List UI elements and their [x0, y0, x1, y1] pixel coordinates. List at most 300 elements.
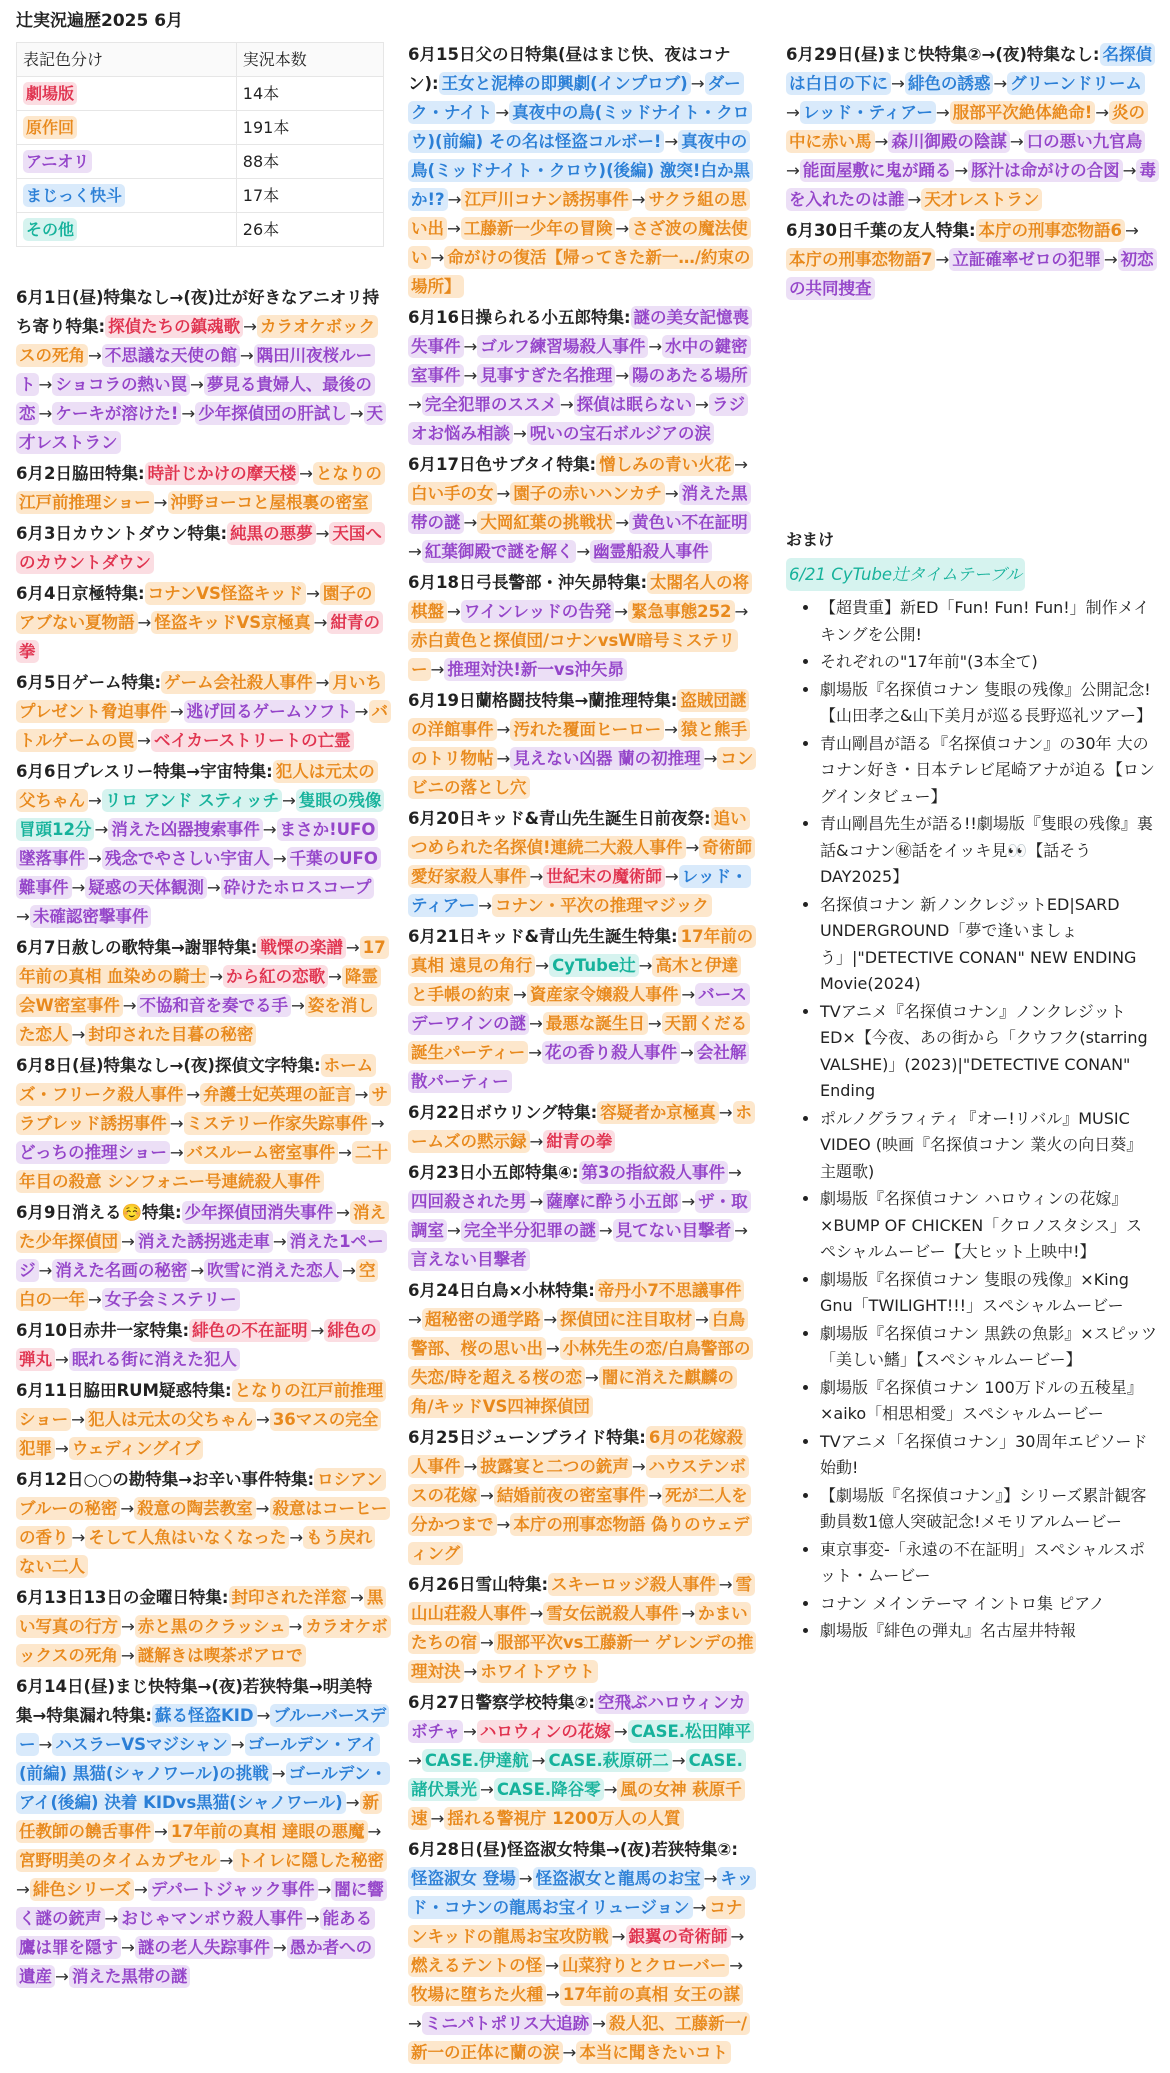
arrow-icon: →	[546, 1339, 560, 1358]
arrow-icon: →	[55, 1967, 69, 1986]
episode-title: 牧場に堕ちた火種	[408, 1983, 546, 2006]
episode-title: 炎の中に赤い馬	[786, 101, 1148, 153]
arrow-icon: →	[430, 1809, 445, 1828]
arrow-icon: →	[38, 404, 53, 423]
schedule-day	[16, 1316, 388, 1374]
arrow-icon: →	[954, 161, 969, 180]
arrow-icon: →	[94, 820, 109, 839]
arrow-icon: →	[695, 395, 709, 414]
episode-title: 夢見る貴婦人、最後の恋	[16, 373, 375, 425]
schedule-day	[16, 1051, 388, 1196]
arrow-icon: →	[1103, 250, 1118, 269]
schedule-list-left	[16, 283, 388, 1991]
episode-title: 白鳥警部、桜の思い出	[408, 1308, 748, 1360]
episode-title: 謎の美女記憶喪失事件	[408, 306, 752, 358]
schedule-day	[786, 216, 1158, 303]
arrow-icon: →	[55, 1439, 69, 1458]
day-heading: 6月21日キッド&青山先生誕生特集:	[408, 927, 678, 946]
arrow-icon: →	[350, 1588, 364, 1607]
episode-title: 蘇る怪盗KID	[152, 1704, 257, 1727]
episode-title: 真夜中の鳥(ミッドナイト・クロウ)(前編) その名は怪盗コルボー!	[408, 101, 752, 153]
episode-title: コナンVS怪盗キッド	[145, 582, 307, 605]
arrow-icon: →	[134, 1880, 148, 1899]
arrow-icon: →	[354, 702, 369, 721]
episode-title: 立証確率ゼロの犯罪	[949, 248, 1104, 271]
episode-title: 沖野ヨーコと屋根裏の密室	[168, 491, 372, 514]
episode-title: 17年前の真相 女王の謀	[560, 1983, 743, 2006]
episode-title: 空飛ぶハロウィンカボチャ	[408, 1691, 749, 1743]
schedule-day	[408, 1688, 754, 1833]
episode-title: 砕けたホロスコープ	[221, 876, 375, 899]
arrow-icon: →	[306, 584, 320, 603]
arrow-icon: →	[153, 493, 168, 512]
arrow-icon: →	[1122, 161, 1137, 180]
episode-title: コナンキッドの龍馬お宝攻防戦	[408, 1896, 745, 1948]
arrow-icon: →	[121, 1617, 135, 1636]
episode-title: 疑惑の天体観測	[85, 876, 207, 899]
arrow-icon: →	[169, 1114, 184, 1133]
episode-title: 探偵は眠らない	[574, 393, 696, 416]
arrow-icon: →	[615, 366, 630, 385]
arrow-icon: →	[71, 1025, 86, 1044]
episode-title: 怪盗キッドVS京極真	[151, 611, 313, 634]
day-heading: 6月28日(昼)怪盗淑女特集→(夜)若狭特集②:	[408, 1840, 738, 1859]
arrow-icon: →	[313, 613, 328, 632]
episode-title: カラオケボックスの死角	[16, 1615, 391, 1667]
episode-title: グリーンドリーム	[1007, 72, 1145, 95]
episode-title: 園子の赤いハンカチ	[510, 482, 665, 505]
episode-title: 時計じかけの摩天楼	[145, 462, 300, 485]
day-heading: 6月15日父の日特集(昼はまじ快、夜はコナン):	[408, 45, 731, 93]
arrow-icon: →	[631, 190, 646, 209]
arrow-icon: →	[718, 1575, 733, 1594]
arrow-icon: →	[190, 1261, 205, 1280]
arrow-icon: →	[137, 731, 151, 750]
day-heading: 6月19日蘭格闘技特集→蘭推理特集:	[408, 691, 678, 710]
arrow-icon: →	[585, 1368, 599, 1387]
day-heading: 6月1日(昼)特集なし→(夜)辻が好きなアニオリ持ち寄り特集:	[16, 288, 380, 336]
episode-title: 殺意の陶芸教室	[134, 1497, 256, 1520]
episode-title: 呪いの宝石ボルジアの涙	[527, 422, 714, 445]
day-heading: 6月25日ジューンブライド特集:	[408, 1428, 646, 1447]
episode-title: CASE.伊達航	[422, 1749, 532, 1772]
schedule-day	[408, 1570, 754, 1686]
arrow-icon: →	[370, 1114, 385, 1133]
episode-title: 謎の老人失踪事件	[135, 1936, 273, 1959]
episode-title: ロシアンブルーの秘密	[16, 1468, 386, 1520]
arrow-icon: →	[664, 132, 679, 151]
episode-title: 黒い写真の行方	[16, 1586, 386, 1638]
episode-title: ゲーム会社殺人事件	[161, 671, 316, 694]
arrow-icon: →	[408, 542, 422, 561]
episode-title: おじゃマンボウ殺人事件	[118, 1907, 306, 1930]
episode-title: 吹雪に消えた恋人	[204, 1259, 342, 1282]
episode-title: 消えた誘拐逃走車	[135, 1230, 273, 1253]
timetable-item: • 青山剛昌が語る『名探偵コナン』の30年 大のコナン好き・日本テレビ尾崎アナが迫る【ロングインタビュー】	[820, 731, 1158, 811]
timetable-item: • コナン メインテーマ イントロ集 ピアノ	[820, 1591, 1158, 1618]
episode-title: 6月の花嫁殺人事件	[408, 1426, 746, 1478]
arrow-icon: →	[786, 161, 800, 180]
arrow-icon: →	[447, 602, 461, 621]
timetable-item: • 名探偵コナン 新ノンクレジットED|SARD UNDERGROUND「夢で逢いましょう」|"DETECTIVE CONAN" NEW ENDING Movie(2024)	[820, 892, 1158, 998]
episode-title: 二十年目の殺意 シンフォニー号連続殺人事件	[16, 1141, 391, 1193]
legend-row	[17, 77, 384, 111]
arrow-icon: →	[288, 1617, 303, 1636]
arrow-icon: →	[169, 702, 184, 721]
schedule-day	[16, 1672, 388, 1991]
episode-title: ハロウィンの花嫁	[477, 1720, 614, 1743]
episode-title: バトルゲームの罠	[16, 700, 391, 752]
schedule-list-right	[786, 40, 1158, 303]
arrow-icon: →	[559, 395, 574, 414]
legend-row	[17, 179, 384, 213]
episode-title: 降霊会W密室事件	[16, 965, 381, 1017]
day-heading: 6月6日プレスリー特集→宇宙特集:	[16, 762, 273, 781]
arrow-icon: →	[121, 1232, 135, 1251]
episode-title: 新任教師の饒舌事件	[16, 1791, 382, 1843]
arrow-icon: →	[209, 967, 224, 986]
episode-title: ザ・取調室	[408, 1190, 751, 1242]
episode-title: 資産家令嬢殺人事件	[527, 983, 682, 1006]
arrow-icon: →	[137, 613, 152, 632]
schedule-day	[408, 1835, 754, 2067]
episode-title: 殺意はコーヒーの香り	[16, 1497, 390, 1549]
arrow-icon: →	[463, 1722, 477, 1741]
arrow-icon: →	[611, 1927, 626, 1946]
arrow-icon: →	[230, 1735, 245, 1754]
episode-title: 江戸川コナン誘拐事件	[461, 188, 631, 211]
episode-title: 17年前の真相 血染めの騎士	[16, 936, 389, 988]
episode-title: 天罰くだる誕生パーティー	[408, 1012, 750, 1064]
episode-title: 猿と熊手のトリ物帖	[408, 718, 750, 770]
episode-title: 闇に消えた麒麟の角/キッドVS四神探偵団	[408, 1366, 737, 1418]
schedule-day	[16, 1198, 388, 1314]
arrow-icon: →	[186, 1085, 201, 1104]
legend-header-row	[17, 43, 384, 77]
episode-title: かまいたちの宿	[408, 1602, 751, 1654]
arrow-icon: →	[598, 1221, 613, 1240]
episode-title: 本当に聞きたいコト	[576, 2041, 731, 2064]
episode-title: 女子会ミステリー	[102, 1288, 240, 1311]
day-heading: 6月14日(昼)まじ快特集→(夜)若狭特集→明美特集→特集漏れ特集:	[16, 1677, 373, 1725]
arrow-icon: →	[695, 1310, 709, 1329]
schedule-day	[16, 668, 388, 755]
arrow-icon: →	[545, 1956, 560, 1975]
arrow-icon: →	[310, 1321, 325, 1340]
arrow-icon: →	[38, 1261, 53, 1280]
episode-title: 本庁の刑事恋物語 偽りのウェディング	[408, 1513, 752, 1565]
episode-title: 汚れた覆面ヒーロー	[510, 718, 664, 741]
episode-title: バースデーワインの謎	[408, 983, 750, 1035]
episode-title: 月いちプレゼント脅迫事件	[16, 671, 385, 723]
episode-title: 殺人犯、工藤新一/新一の正体に蘭の涙	[408, 2012, 750, 2064]
arrow-icon: →	[681, 1604, 696, 1623]
arrow-icon: →	[495, 103, 510, 122]
arrow-icon: →	[255, 1499, 270, 1518]
arrow-icon: →	[529, 1604, 544, 1623]
arrow-icon: →	[576, 542, 591, 561]
day-heading: 6月13日13日の金曜日特集:	[16, 1588, 229, 1607]
day-heading: 6月2日脇田特集:	[16, 464, 145, 483]
day-heading: 6月12日○○の勘特集→お辛い事件特集:	[16, 1470, 315, 1489]
arrow-icon: →	[349, 404, 364, 423]
episode-title: 闇に響く謎の銃声	[16, 1878, 387, 1930]
episode-title: 陽のあたる場所	[629, 364, 751, 387]
legend-row	[17, 213, 384, 247]
middle-column	[408, 0, 754, 2069]
episode-title: 天才レストラン	[16, 402, 386, 454]
legend-label-movie: 劇場版	[23, 82, 77, 105]
episode-title: 結婚前夜の密室事件	[494, 1484, 649, 1507]
timetable-label: 6/21 CyTube辻タイムテーブル	[786, 558, 1025, 591]
schedule-list-middle	[408, 40, 754, 2067]
arrow-icon: →	[614, 602, 629, 621]
episode-title: 消えた少年探偵団	[16, 1201, 389, 1253]
episode-title: 紺青の拳	[16, 611, 383, 663]
schedule-day	[408, 1276, 754, 1421]
episode-title: 口の悪い九官鳥	[1024, 130, 1146, 153]
episode-title: 王女と泥棒の即興劇(インプロブ)	[439, 72, 691, 95]
episode-title: 謎解きは喫茶ポアロで	[135, 1644, 306, 1667]
arrow-icon: →	[685, 838, 700, 857]
day-heading: 6月11日脇田RUM疑惑特集:	[16, 1381, 232, 1400]
episode-title: まさか!UFO墜落事件	[16, 818, 378, 870]
episode-title: 白い手の女	[408, 482, 497, 505]
arrow-icon: →	[528, 1043, 543, 1062]
episode-title: 工藤新一少年の冒険	[461, 217, 616, 240]
episode-title: ブルーバースデー	[16, 1704, 389, 1756]
arrow-icon: →	[447, 219, 461, 238]
episode-title: トイレに隠した秘密	[233, 1849, 387, 1872]
arrow-icon: →	[71, 1410, 85, 1429]
day-heading: 6月18日弓長警部・沖矢昴特集:	[408, 573, 648, 592]
episode-title: ホームズ・フリーク殺人事件	[16, 1054, 376, 1106]
episode-title: 宮野明美のタイムカプセル	[16, 1849, 220, 1872]
timetable-list	[786, 595, 1158, 1645]
day-heading: 6月30日千葉の友人特集:	[786, 221, 976, 240]
episode-title: 純黒の悪夢	[227, 522, 316, 545]
episode-title: 服部平次絶体絶命!	[950, 101, 1096, 124]
schedule-day	[16, 757, 388, 931]
arrow-icon: →	[315, 524, 330, 543]
episode-title: 見てない目撃者	[613, 1219, 735, 1242]
episode-title: バスルーム密室事件	[184, 1141, 339, 1164]
arrow-icon: →	[463, 1662, 478, 1681]
legend-label-anime-original: アニオリ	[23, 150, 92, 173]
arrow-icon: →	[631, 1457, 646, 1476]
episode-title: 能面屋敷に鬼が踊る	[800, 159, 955, 182]
arrow-icon: →	[408, 1310, 422, 1329]
episode-title: 大岡紅葉の挑戦状	[477, 511, 615, 534]
timetable-item: • それぞれの"17年前"(3本全て)	[820, 649, 1158, 676]
episode-title: 緊急事態252	[628, 600, 734, 623]
episode-title: ベイカーストリートの亡霊	[151, 729, 354, 752]
episode-title: 紺青の拳	[543, 1130, 615, 1153]
arrow-icon: →	[496, 484, 511, 503]
omake-heading: おまけ	[786, 530, 835, 549]
arrow-icon: →	[529, 1192, 544, 1211]
episode-title: 能ある鷹は罪を隠す	[16, 1907, 375, 1959]
timetable-item: • 青山剛昌先生が語る!!劇場版『隻眼の残像』裏話&コナン㊙話をイッキ見👀【話そうDAY2025】	[820, 811, 1158, 891]
arrow-icon: →	[681, 985, 696, 1004]
arrow-icon: →	[729, 1956, 744, 1975]
schedule-day	[16, 1583, 388, 1670]
arrow-icon: →	[272, 849, 287, 868]
episode-title: どっちの推理ショー	[16, 1141, 170, 1164]
episode-title: ミニパトポリス大追跡	[422, 2012, 592, 2035]
episode-title: 不協和音を奏でる手	[137, 994, 292, 1017]
arrow-icon: →	[328, 967, 342, 986]
arrow-icon: →	[671, 1751, 686, 1770]
day-heading: 6月5日ゲーム特集:	[16, 673, 162, 692]
arrow-icon: →	[529, 867, 544, 886]
legend-count: 14本	[236, 77, 383, 111]
arrow-icon: →	[664, 484, 679, 503]
episode-title: 緋色の誘惑	[905, 72, 994, 95]
arrow-icon: →	[535, 956, 550, 975]
legend-count: 17本	[236, 179, 383, 213]
arrow-icon: →	[256, 1410, 270, 1429]
episode-title: ミステリー作家失踪事件	[184, 1112, 371, 1135]
arrow-icon: →	[354, 1085, 369, 1104]
arrow-icon: →	[38, 375, 53, 394]
arrow-icon: →	[463, 1457, 478, 1476]
arrow-icon: →	[367, 1822, 382, 1841]
arrow-icon: →	[615, 219, 630, 238]
episode-title: 怪盗淑女と龍馬のお宝	[533, 1867, 704, 1890]
arrow-icon: →	[190, 375, 204, 394]
arrow-icon: →	[447, 1221, 461, 1240]
arrow-icon: →	[336, 1203, 350, 1222]
episode-title: 少年探偵団の肝試し	[195, 402, 350, 425]
day-heading: 6月10日赤井一家特集:	[16, 1321, 190, 1340]
episode-title: ゴールデン・アイ(後編) 決着 KIDvs黒猫(シャノワール)	[16, 1762, 390, 1814]
arrow-icon: →	[692, 1898, 707, 1917]
arrow-icon: →	[122, 996, 137, 1015]
arrow-icon: →	[703, 1869, 718, 1888]
schedule-day	[16, 459, 388, 517]
arrow-icon: →	[647, 1014, 662, 1033]
episode-title: 赤白黄色と探偵団/コナンvsW暗号ミステリー	[408, 629, 738, 681]
timetable-item: • 劇場版『名探偵コナン 隻眼の残像』×King Gnu「TWILIGHT!!!」スペシャルムービー	[820, 1267, 1158, 1320]
arrow-icon: →	[543, 1310, 558, 1329]
episode-title: CASE.降谷零	[494, 1778, 604, 1801]
arrow-icon: →	[786, 103, 800, 122]
arrow-icon: →	[88, 346, 102, 365]
arrow-icon: →	[615, 513, 630, 532]
arrow-icon: →	[317, 1880, 332, 1899]
episode-title: 少年探偵団消失事件	[182, 1201, 337, 1224]
episode-title: ゴールデン・アイ(前編) 黒猫(シャノワール)の挑戦	[16, 1733, 380, 1785]
episode-title: コンビニの落とし穴	[408, 747, 756, 799]
day-heading: 6月20日キッド&青山先生誕生日前夜祭:	[408, 809, 711, 828]
schedule-day	[408, 40, 754, 301]
legend-label-original: 原作回	[23, 116, 77, 139]
arrow-icon: →	[734, 455, 748, 474]
episode-title: ホームズの黙示録	[408, 1101, 755, 1153]
episode-title: 推理対決!新一vs沖矢昴	[444, 658, 627, 681]
day-heading: 6月27日警察学校特集②:	[408, 1693, 596, 1712]
episode-title: 水中の鍵密室事件	[408, 335, 751, 387]
arrow-icon: →	[529, 1014, 543, 1033]
arrow-icon: →	[463, 366, 478, 385]
legend-header-color: 表記色分け	[17, 43, 237, 77]
arrow-icon: →	[120, 1646, 135, 1665]
episode-title: カラオケボックスの死角	[16, 315, 378, 367]
episode-title: 消えた黒帯の謎	[69, 1965, 191, 1988]
episode-title: 山菜狩りとクローバー	[559, 1954, 729, 1977]
episode-title: 名探偵は白日の下に	[786, 43, 1155, 95]
episode-title: 初恋の共同捜査	[786, 248, 1157, 300]
day-heading: 6月26日雪山特集:	[408, 1575, 549, 1594]
episode-title: 言えない目撃者	[408, 1248, 530, 1271]
arrow-icon: →	[71, 878, 86, 897]
episode-title: 探偵たちの鎮魂歌	[105, 315, 243, 338]
episode-title: さざ波の魔法使い	[408, 217, 751, 269]
arrow-icon: →	[345, 1793, 360, 1812]
episode-title: 幽霊船殺人事件	[590, 540, 712, 563]
schedule-day	[16, 579, 388, 666]
episode-title: 燃えるテントの怪	[408, 1954, 545, 1977]
episode-title: もう戻れない二人	[16, 1526, 375, 1578]
arrow-icon: →	[592, 2014, 606, 2033]
episode-title: 奇術師愛好家殺人事件	[408, 836, 755, 888]
timetable-item: • 劇場版『名探偵コナン 黒鉄の魚影』×スピッツ「美しい鰭」【スペシャルムービー】	[820, 1321, 1158, 1374]
episode-title: 17年前の真相 遠見の角行	[408, 925, 756, 977]
arrow-icon: →	[408, 2014, 422, 2033]
episode-title: 容疑者か京極真	[597, 1101, 719, 1124]
arrow-icon: →	[256, 1706, 271, 1725]
episode-title: リロ アンド スティッチ	[102, 789, 282, 812]
episode-title: ゴルフ練習場殺人事件	[477, 335, 648, 358]
timetable-item: • 劇場版『名探偵コナン 隻眼の残像』公開記念!【山田孝之&山下美月が巡る長野巡礼ツアー】	[820, 677, 1158, 730]
episode-title: 本庁の刑事恋物語6	[976, 219, 1125, 242]
episode-title: 黄色い不在証明	[629, 511, 751, 534]
episode-title: 千葉のUFO難事件	[16, 847, 381, 899]
arrow-icon: →	[291, 996, 305, 1015]
right-column	[786, 0, 1158, 1646]
arrow-icon: →	[529, 1132, 544, 1151]
arrow-icon: →	[154, 1822, 168, 1841]
episode-title: 36マスの完全犯罪	[16, 1408, 381, 1460]
arrow-icon: →	[513, 424, 527, 443]
arrow-icon: →	[16, 1880, 30, 1899]
episode-title: 戦慄の楽譜	[257, 936, 346, 959]
episode-title: 未確認密撃事件	[30, 905, 152, 928]
episode-title: 薩摩に酔う小五郎	[543, 1190, 681, 1213]
arrow-icon: →	[907, 190, 922, 209]
arrow-icon: →	[272, 1938, 287, 1957]
episode-title: 本庁の刑事恋物語7	[786, 248, 935, 271]
arrow-icon: →	[718, 1103, 733, 1122]
day-heading: 6月23日小五郎特集④:	[408, 1163, 579, 1182]
legend-row	[17, 111, 384, 145]
arrow-icon: →	[16, 907, 30, 926]
episode-title: ダーク・ナイト	[408, 72, 744, 124]
arrow-icon: →	[664, 720, 678, 739]
arrow-icon: →	[730, 1927, 745, 1946]
episode-title: レッド・ティアー	[408, 865, 751, 917]
arrow-icon: →	[120, 1499, 135, 1518]
arrow-icon: →	[648, 1486, 663, 1505]
episode-title: 天国へのカウントダウン	[16, 522, 385, 574]
episode-title: キッド・コナンの龍馬お宝イリュージョン	[408, 1867, 756, 1919]
timetable-item: • ポルノグラフィティ『オー!リバル』MUSIC VIDEO (映画『名探偵コナン 業火の向日葵』主題歌)	[820, 1106, 1158, 1186]
episode-title: ケーキが溶けた!	[52, 402, 181, 425]
day-heading: 6月17日色サブタイ特集:	[408, 455, 597, 474]
schedule-day	[408, 303, 754, 448]
episode-title: 追いつめられた名探偵!連続二大殺人事件	[408, 807, 750, 859]
